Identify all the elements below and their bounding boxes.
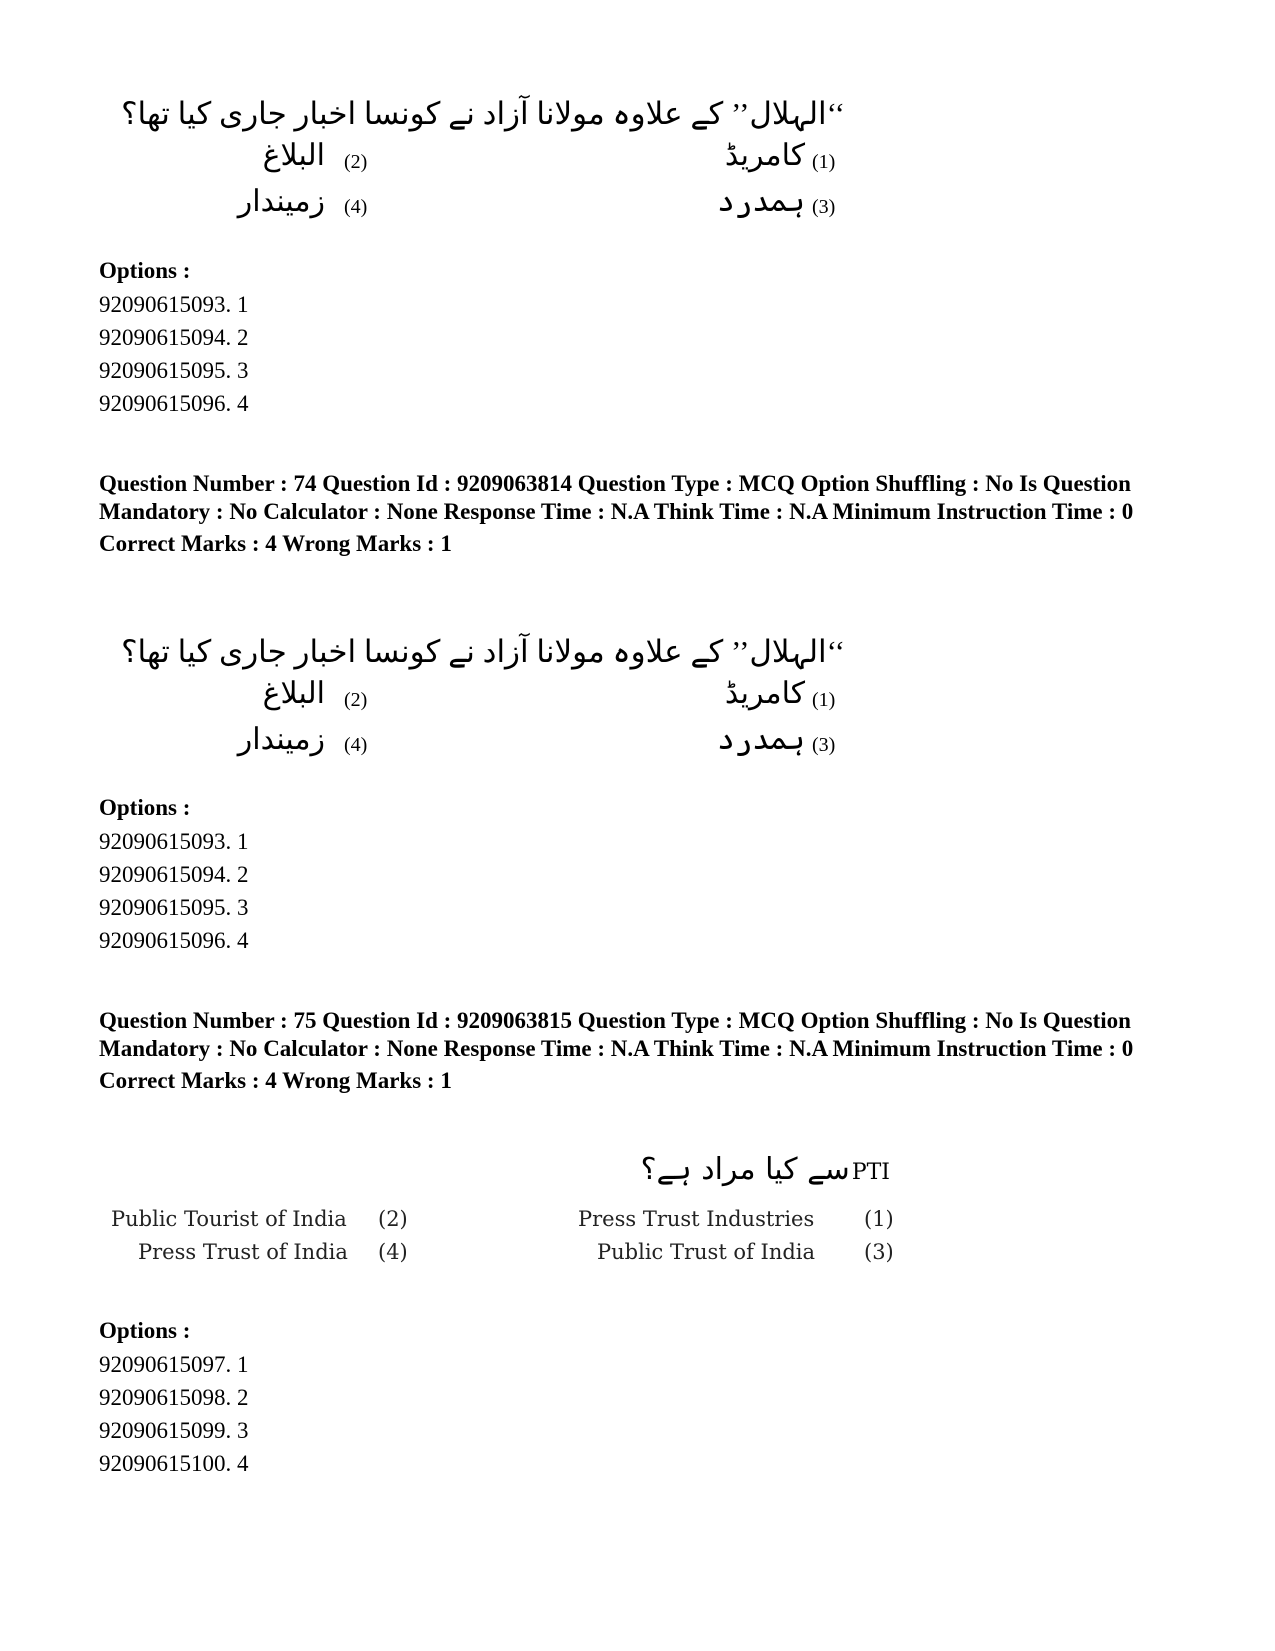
marks: Correct Marks : 4 Wrong Marks : 1	[99, 1068, 452, 1093]
option-item: 92090615099. 3	[99, 1418, 249, 1443]
calculator: Calculator : None	[263, 499, 444, 524]
marks: Correct Marks : 4 Wrong Marks : 1	[99, 531, 452, 556]
option-item: 92090615097. 1	[99, 1352, 249, 1377]
urdu-question-stem: ‘‘الہلال’’ کے علاوہ مولانا آزاد نے کونسا اخبار جاری کیا تھا؟	[121, 634, 845, 669]
option-shuffling: Option Shuffling : No	[800, 1008, 1020, 1033]
option-item: 92090615100. 4	[99, 1451, 249, 1476]
urdu-option-3-number: (3)	[812, 196, 836, 218]
options-label: Options :	[99, 795, 191, 820]
is-mandatory: Is Question Mandatory : No	[99, 1008, 1131, 1061]
urdu-option-4-number: (4)	[344, 734, 368, 756]
question-74-header	[99, 470, 1189, 558]
urdu-option-4-text: زمیندار	[237, 723, 325, 756]
urdu-option-1-number: (1)	[812, 689, 836, 711]
pti-option-3-number: (3)	[864, 1240, 894, 1264]
minimum-instruction-time: Minimum Instruction Time : 0	[832, 1036, 1134, 1061]
pti-option-3-text: Public Trust of India	[597, 1240, 816, 1264]
option-item: 92090615095. 3	[99, 358, 249, 383]
urdu-question-stem: ‘‘الہلال’’ کے علاوہ مولانا آزاد نے کونسا اخبار جاری کیا تھا؟	[121, 96, 845, 131]
urdu-option-4-number: (4)	[344, 196, 368, 218]
calculator: Calculator : None	[263, 1036, 444, 1061]
options-label: Options :	[99, 1318, 191, 1343]
pti-option-2-number: (2)	[378, 1207, 408, 1231]
question-id: Question Id : 9209063814	[322, 471, 578, 496]
urdu-option-2-number: (2)	[344, 151, 368, 173]
options-label: Options :	[99, 258, 191, 283]
urdu-option-2-text: البلاغ	[262, 677, 325, 710]
option-item: 92090615096. 4	[99, 391, 249, 416]
option-item: 92090615093. 1	[99, 292, 249, 317]
is-mandatory: Is Question Mandatory : No	[99, 471, 1131, 524]
pti-stem-urdu: سے کیا مراد ہے؟	[640, 1152, 850, 1187]
urdu-option-3-number: (3)	[812, 734, 836, 756]
option-shuffling: Option Shuffling : No	[800, 471, 1020, 496]
urdu-option-1-text: کامریڈ	[724, 677, 805, 710]
pti-option-1-number: (1)	[864, 1207, 894, 1231]
pti-option-1-text: Press Trust Industries	[578, 1207, 815, 1231]
option-item: 92090615098. 2	[99, 1385, 249, 1410]
option-item: 92090615096. 4	[99, 928, 249, 953]
response-time: Response Time : N.A	[443, 1036, 654, 1061]
question-75-header	[99, 1007, 1189, 1095]
think-time: Think Time : N.A	[653, 499, 833, 524]
pti-option-4-number: (4)	[378, 1240, 408, 1264]
option-item: 92090615094. 2	[99, 862, 249, 887]
response-time: Response Time : N.A	[443, 499, 654, 524]
question-type: Question Type : MCQ	[577, 1008, 801, 1033]
urdu-option-2-text: البلاغ	[262, 139, 325, 172]
option-item: 92090615093. 1	[99, 829, 249, 854]
urdu-option-2-number: (2)	[344, 689, 368, 711]
pti-question-stem	[641, 1152, 890, 1187]
think-time: Think Time : N.A	[653, 1036, 833, 1061]
pti-option-4-text: Press Trust of India	[138, 1240, 348, 1264]
question-number: Question Number : 74	[99, 471, 323, 496]
urdu-option-3-text: ہمدرد	[717, 185, 805, 218]
question-type: Question Type : MCQ	[577, 471, 801, 496]
option-item: 92090615095. 3	[99, 895, 249, 920]
urdu-option-1-text: کامریڈ	[724, 139, 805, 172]
pti-stem-abbr: PTI	[851, 1160, 890, 1185]
question-id: Question Id : 9209063815	[322, 1008, 578, 1033]
urdu-option-4-text: زمیندار	[237, 185, 325, 218]
pti-option-2-text: Public Tourist of India	[111, 1207, 347, 1231]
urdu-option-3-text: ہمدرد	[717, 723, 805, 756]
minimum-instruction-time: Minimum Instruction Time : 0	[832, 499, 1134, 524]
urdu-option-1-number: (1)	[812, 151, 836, 173]
option-item: 92090615094. 2	[99, 325, 249, 350]
question-number: Question Number : 75	[99, 1008, 323, 1033]
